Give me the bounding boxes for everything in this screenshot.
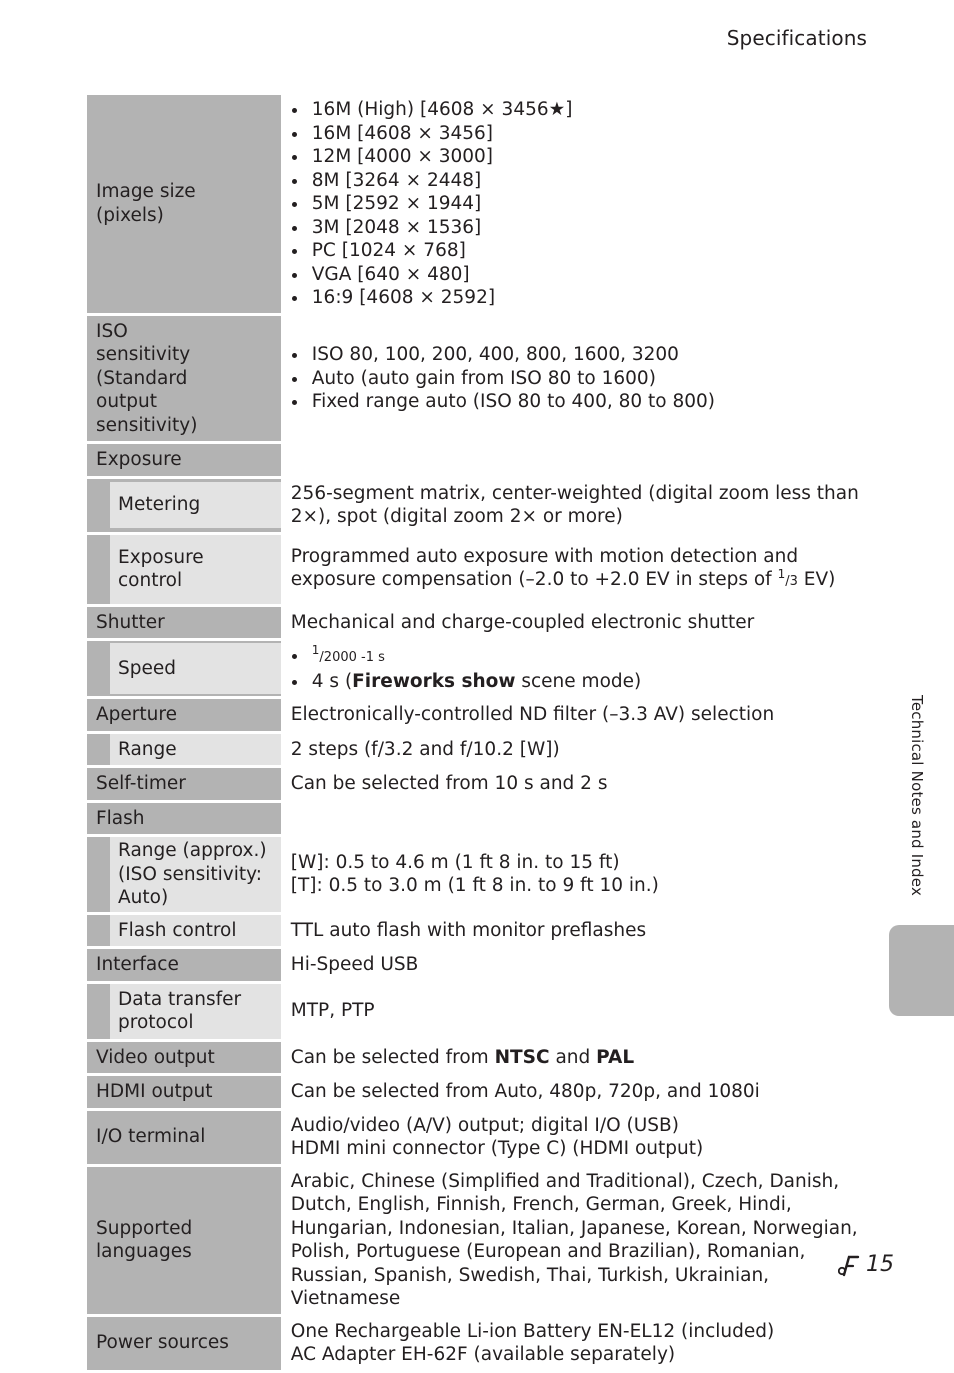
- table-row: [87, 699, 867, 731]
- row-value-interface: Hi-Speed USB: [290, 954, 419, 975]
- row-value-video-output: [281, 1042, 867, 1074]
- list-item: • Auto (auto gain from ISO 80 to 1600): [309, 367, 863, 391]
- subrow-label-text: Range: [110, 734, 281, 766]
- row-value-aperture: Electronically-controlled ND filter (–3.3 AV) selection: [290, 704, 775, 725]
- table-row: [87, 768, 867, 800]
- table-row: [87, 915, 867, 947]
- row-value-io-terminal: [281, 1111, 867, 1164]
- subrow-label-data-transfer: [87, 984, 281, 1039]
- row-label-shutter: Shutter: [87, 607, 281, 639]
- subrow-label-text: Exposure control: [110, 535, 281, 604]
- page-number-text: 15: [866, 1252, 894, 1277]
- value-line: [T]: 0.5 to 3.0 m (1 ft 8 in. to 9 ft 10 in.): [290, 875, 659, 897]
- row-value-flash-control: TTL auto flash with monitor preflashes: [290, 919, 647, 941]
- subrow-label-flash-control: [87, 915, 281, 947]
- section-side-label: Technical Notes and Index: [908, 695, 926, 897]
- row-label-languages: Supported languages: [87, 1167, 281, 1314]
- table-row: [87, 1111, 867, 1164]
- value-text: scene mode): [515, 670, 642, 692]
- subrow-label-text: Speed: [110, 643, 281, 695]
- row-value-self-timer: Can be selected from 10 s and 2 s: [290, 773, 608, 794]
- iso-list: [291, 343, 863, 414]
- image-size-list: [291, 98, 863, 310]
- list-item: • ISO 80, 100, 200, 400, 800, 1600, 3200: [309, 343, 863, 367]
- table-row: [87, 837, 867, 912]
- table-row: [87, 949, 867, 981]
- value-text: EV): [797, 569, 836, 590]
- list-item: • VGA [640 × 480]: [309, 263, 863, 287]
- table-row: [87, 1076, 867, 1108]
- row-value-speed: [281, 641, 867, 696]
- subrow-label-text: Metering: [110, 482, 281, 528]
- table-row: [87, 1167, 867, 1314]
- subrow-label-text: Flash control: [110, 915, 281, 947]
- row-value-power: [281, 1317, 867, 1370]
- table-row: [87, 803, 867, 835]
- row-value-image-size: [281, 95, 867, 313]
- list-item: • Fixed range auto (ISO 80 to 400, 80 to 800): [309, 390, 863, 414]
- list-item: [309, 670, 863, 694]
- row-value-hdmi-output: Can be selected from Auto, 480p, 720p, and 1080i: [290, 1081, 760, 1102]
- row-label-image-size: Image size (pixels): [87, 95, 281, 313]
- table-row: [87, 1317, 867, 1370]
- fraction-denominator: /3: [785, 574, 798, 589]
- value-text: 4 s (: [311, 670, 353, 692]
- table-row: [87, 607, 867, 639]
- row-label-aperture: Aperture: [87, 699, 281, 731]
- row-label-io-terminal: I/O terminal: [87, 1111, 281, 1164]
- list-item: • 8M [3264 × 2448]: [309, 169, 863, 193]
- row-value-metering: 256-segment matrix, center-weighted (digital zoom less than 2×), spot (digital zoom 2× or more): [290, 482, 859, 527]
- wrench-f-icon: [838, 1253, 864, 1277]
- spec-table: [87, 92, 867, 1373]
- value-line: Audio/video (A/V) output; digital I/O (USB): [290, 1114, 679, 1136]
- table-row: [87, 984, 867, 1039]
- row-label-video-output: Video output: [87, 1042, 281, 1074]
- row-value-empty: [281, 444, 867, 476]
- row-label-interface: Interface: [87, 949, 281, 981]
- value-line: HDMI mini connector (Type C) (HDMI output): [290, 1138, 704, 1159]
- scene-mode-name: Fireworks show: [352, 670, 516, 692]
- section-thumb-tab: [889, 925, 954, 1016]
- page-number: [838, 1252, 894, 1277]
- label-line: Range (approx.): [118, 840, 267, 861]
- row-value-iso: [281, 316, 867, 442]
- table-row: [87, 641, 867, 696]
- fraction-numerator: 1: [311, 643, 320, 657]
- fraction-denominator: /2000: [319, 650, 357, 665]
- table-row: [87, 479, 867, 532]
- row-value-flash-range: [281, 837, 867, 912]
- row-label-power: Power sources: [87, 1317, 281, 1370]
- subrow-label-text: Data transfer protocol: [110, 984, 281, 1039]
- value-text: Programmed auto exposure with motion detection and exposure compensation (–2.0 to +2.0 EV in steps of: [290, 545, 799, 590]
- table-row: [87, 316, 867, 442]
- table-row: [87, 444, 867, 476]
- list-item: • 5M [2592 × 1944]: [309, 192, 863, 216]
- label-line: (ISO sensitivity: Auto): [118, 863, 262, 908]
- list-item: • 12M [4000 × 3000]: [309, 145, 863, 169]
- table-row: [87, 535, 867, 604]
- row-label-flash: Flash: [87, 803, 281, 835]
- subrow-label-speed: [87, 641, 281, 696]
- list-item: • 16M (High) [4608 × 3456★]: [309, 98, 863, 122]
- speed-list: [291, 644, 863, 693]
- value-text: and: [549, 1046, 597, 1068]
- list-item: • 3M [2048 × 1536]: [309, 216, 863, 240]
- list-item: • 16:9 [4608 × 2592]: [309, 286, 863, 310]
- value-line: [W]: 0.5 to 4.6 m (1 ft 8 in. to 15 ft): [290, 851, 620, 873]
- row-value-shutter: Mechanical and charge-coupled electronic shutter: [290, 611, 755, 633]
- value-text: -1 s: [356, 650, 385, 665]
- value-line: AC Adapter EH-62F (available separately): [290, 1344, 676, 1365]
- video-standard: NTSC: [494, 1046, 550, 1068]
- subrow-label-metering: [87, 479, 281, 532]
- value-text: Can be selected from: [290, 1046, 495, 1068]
- table-row: [87, 95, 867, 313]
- subrow-label-flash-range: [87, 837, 281, 912]
- table-row: [87, 734, 867, 766]
- row-label-self-timer: Self-timer: [87, 768, 281, 800]
- row-label-exposure: Exposure: [87, 444, 281, 476]
- row-value-exposure-control: [281, 535, 867, 604]
- list-item: [309, 644, 863, 670]
- list-item: • PC [1024 × 768]: [309, 239, 863, 263]
- table-row: [87, 1042, 867, 1074]
- page-header-title: Specifications: [726, 26, 867, 50]
- row-value-data-transfer: MTP, PTP: [290, 1000, 375, 1022]
- row-value-languages: Arabic, Chinese (Simplified and Traditional), Czech, Danish, Dutch, English, Finnish, French, German, Greek, Hindi, Hungarian, Indonesian, Italian, Japanese, Korean, Norwegian, Polish, Portuguese (European and Brazilian), Romanian, Russian, Spanish, Swedish, Thai, Turkish, Ukrainian, Vietnamese: [290, 1170, 858, 1309]
- list-item: • 16M [4608 × 3456]: [309, 122, 863, 146]
- subrow-label-range: [87, 734, 281, 766]
- row-label-iso: ISO sensitivity (Standard output sensitivity): [87, 316, 281, 442]
- subrow-label-exposure-control: [87, 535, 281, 604]
- row-value-range: 2 steps (f/3.2 and f/10.2 [W]): [290, 738, 560, 760]
- fraction-numerator: 1: [777, 567, 786, 581]
- row-value-empty: [281, 803, 867, 835]
- video-standard: PAL: [596, 1046, 635, 1068]
- subrow-label-text: [110, 837, 281, 912]
- row-label-hdmi-output: HDMI output: [87, 1076, 281, 1108]
- value-line: One Rechargeable Li-ion Battery EN-EL12 (included): [290, 1320, 775, 1342]
